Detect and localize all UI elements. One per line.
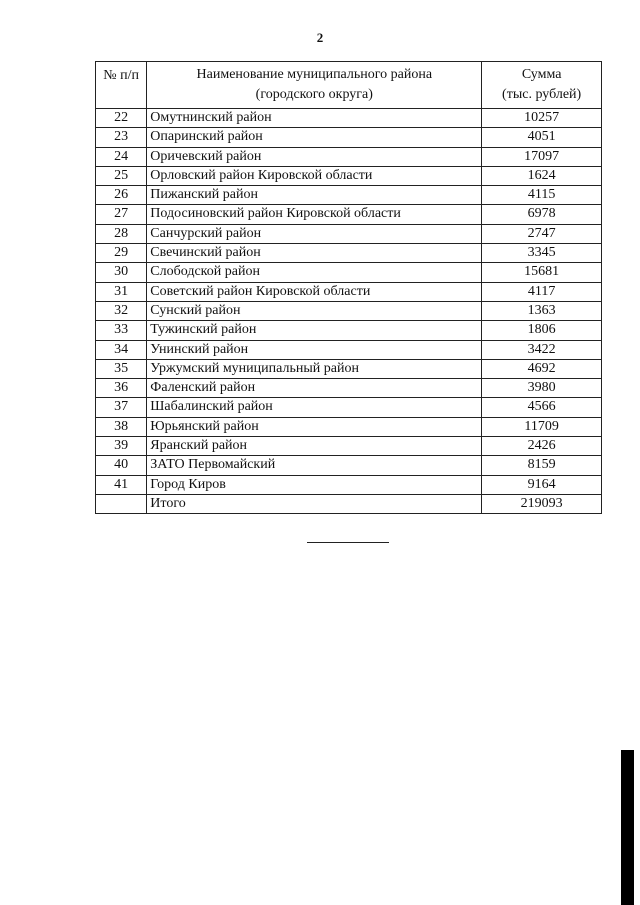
separator-line: [307, 542, 389, 543]
district-name: Фаленский район: [147, 379, 482, 398]
amount: 6978: [482, 205, 602, 224]
amount: 4117: [482, 282, 602, 301]
district-name: Советский район Кировской области: [147, 282, 482, 301]
total-label: Итого: [147, 494, 482, 513]
row-number: 30: [96, 263, 147, 282]
total-row: [96, 494, 602, 513]
amount: 3422: [482, 340, 602, 359]
district-name: Оричевский район: [147, 147, 482, 166]
table-body: [96, 109, 602, 495]
table-row: [96, 340, 602, 359]
amount: 4115: [482, 186, 602, 205]
amount: 1624: [482, 166, 602, 185]
table-row: [96, 186, 602, 205]
row-number: 40: [96, 456, 147, 475]
amount: 17097: [482, 147, 602, 166]
district-name: Тужинский район: [147, 321, 482, 340]
table-row: [96, 301, 602, 320]
table-row: [96, 109, 602, 128]
row-number: 38: [96, 417, 147, 436]
row-number: 35: [96, 359, 147, 378]
table-row: [96, 282, 602, 301]
table-row: [96, 359, 602, 378]
district-name: Шабалинский район: [147, 398, 482, 417]
table-row: [96, 224, 602, 243]
district-name: Орловский район Кировской области: [147, 166, 482, 185]
district-name: Омутнинский район: [147, 109, 482, 128]
amount: 3345: [482, 244, 602, 263]
row-number: 31: [96, 282, 147, 301]
header-number: № п/п: [96, 62, 147, 109]
row-number: 26: [96, 186, 147, 205]
district-name: Подосиновский район Кировской области: [147, 205, 482, 224]
total-sum: 219093: [482, 494, 602, 513]
table-row: [96, 437, 602, 456]
district-name: Уржумский муниципальный район: [147, 359, 482, 378]
amount: 2747: [482, 224, 602, 243]
table-row: [96, 205, 602, 224]
table-row: [96, 166, 602, 185]
amount: 1806: [482, 321, 602, 340]
district-name: Яранский район: [147, 437, 482, 456]
row-number: 29: [96, 244, 147, 263]
row-number: 22: [96, 109, 147, 128]
amount: 4692: [482, 359, 602, 378]
table-row: [96, 456, 602, 475]
district-name: ЗАТО Первомайский: [147, 456, 482, 475]
district-name: Санчурский район: [147, 224, 482, 243]
amount: 4051: [482, 128, 602, 147]
district-name: Слободской район: [147, 263, 482, 282]
amount: 15681: [482, 263, 602, 282]
amount: 11709: [482, 417, 602, 436]
header-name-line1: Наименование муниципального района: [196, 67, 433, 82]
header-district-name: [147, 62, 482, 109]
header-name-line2: (городского округа): [255, 87, 373, 102]
district-name: Юрьянский район: [147, 417, 482, 436]
table-row: [96, 417, 602, 436]
amount: 3980: [482, 379, 602, 398]
row-number: 27: [96, 205, 147, 224]
row-number: 34: [96, 340, 147, 359]
allocation-table: [95, 61, 602, 514]
table-row: [96, 475, 602, 494]
row-number: 36: [96, 379, 147, 398]
amount: 9164: [482, 475, 602, 494]
amount: 2426: [482, 437, 602, 456]
table-row: [96, 128, 602, 147]
row-number: 28: [96, 224, 147, 243]
amount: 8159: [482, 456, 602, 475]
district-name: Свечинский район: [147, 244, 482, 263]
header-sum: [482, 62, 602, 109]
amount: 1363: [482, 301, 602, 320]
total-number-cell: [96, 494, 147, 513]
row-number: 37: [96, 398, 147, 417]
scan-edge-mark: [621, 750, 634, 905]
header-sum-line1: Сумма: [521, 67, 562, 82]
district-name: Пижанский район: [147, 186, 482, 205]
row-number: 23: [96, 128, 147, 147]
amount: 10257: [482, 109, 602, 128]
table-row: [96, 263, 602, 282]
row-number: 25: [96, 166, 147, 185]
district-name: Сунский район: [147, 301, 482, 320]
amount: 4566: [482, 398, 602, 417]
row-number: 41: [96, 475, 147, 494]
row-number: 24: [96, 147, 147, 166]
district-name: Опаринский район: [147, 128, 482, 147]
row-number: 33: [96, 321, 147, 340]
row-number: 32: [96, 301, 147, 320]
district-name: Унинский район: [147, 340, 482, 359]
table-row: [96, 398, 602, 417]
page-number: 2: [316, 30, 324, 45]
table-header-row: [96, 62, 602, 109]
row-number: 39: [96, 437, 147, 456]
district-name: Город Киров: [147, 475, 482, 494]
table-row: [96, 244, 602, 263]
table-row: [96, 379, 602, 398]
table-row: [96, 147, 602, 166]
table-row: [96, 321, 602, 340]
header-sum-line2: (тыс. рублей): [502, 87, 582, 102]
